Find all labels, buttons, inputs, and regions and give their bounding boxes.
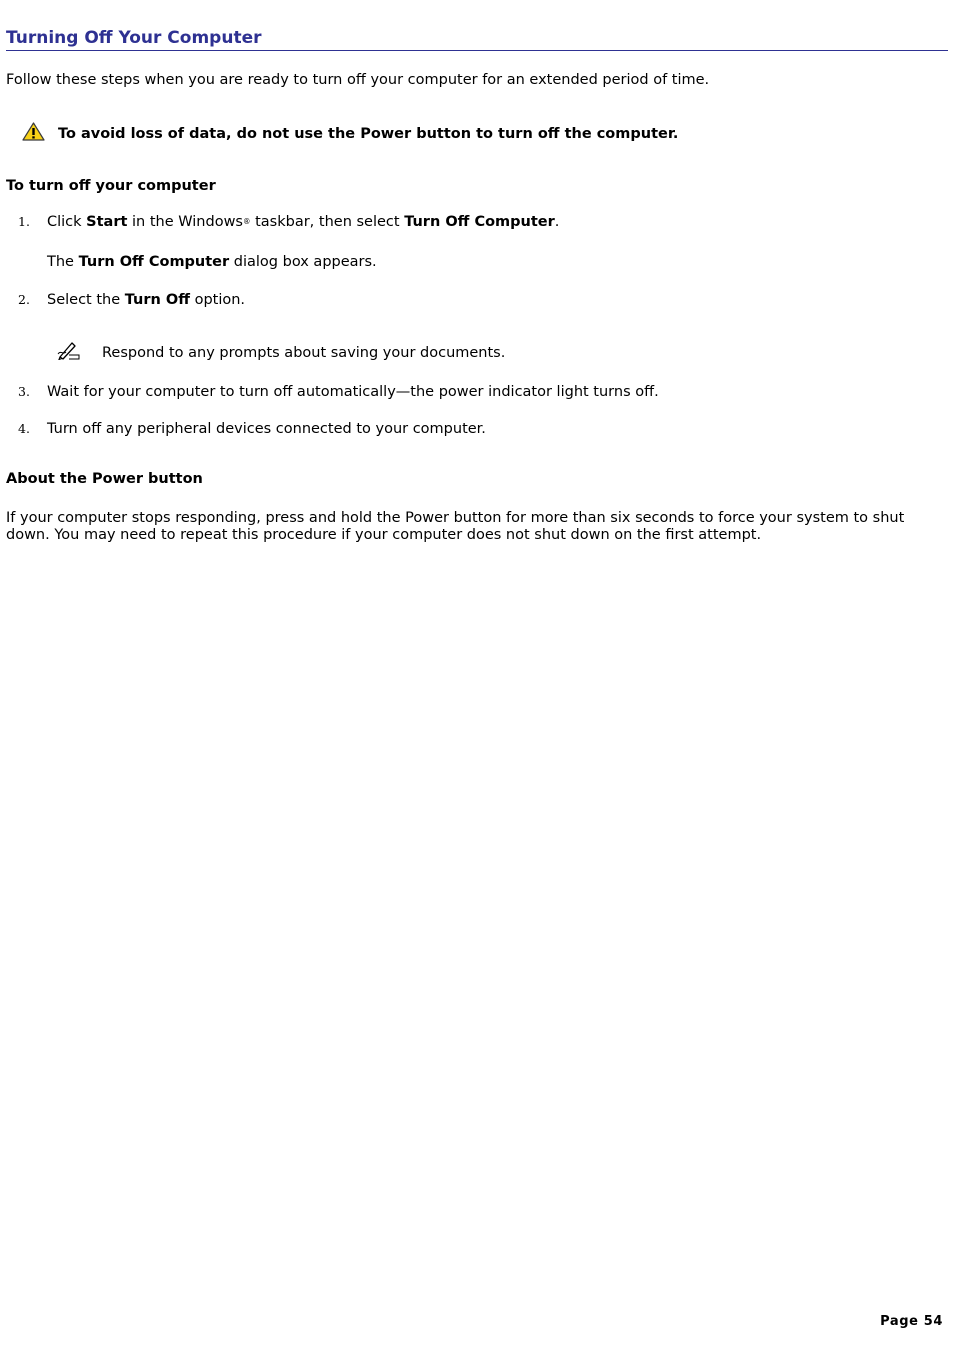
step-number: 2. [18, 292, 30, 307]
note-text: Respond to any prompts about saving your documents. [102, 345, 506, 361]
text-run: taskbar, then select [250, 214, 405, 230]
text-run: dialog box appears. [229, 254, 377, 270]
text-run: Click [47, 214, 87, 230]
text-run: Select the [47, 292, 125, 308]
step-1-text [47, 214, 559, 230]
step-1-result [47, 254, 377, 270]
step-2-text [47, 292, 245, 308]
step-4-text: Turn off any peripheral devices connected to your computer. [47, 421, 486, 437]
page-number: Page 54 [880, 1314, 943, 1329]
procedure-heading: To turn off your computer [6, 178, 216, 194]
title-underline [6, 50, 948, 51]
text-run: in the Windows [127, 214, 243, 230]
text-run: The [47, 254, 79, 270]
note-pen-icon [57, 340, 81, 360]
text-run: option. [189, 292, 246, 308]
registered-mark: ® [243, 217, 251, 226]
warning-icon [22, 122, 45, 141]
about-text: If your computer stops responding, press and hold the Power button for more than six seconds to force your system to shut down. You may need to repeat this procedure if your computer does not shut down on the first attempt. [6, 510, 905, 543]
ui-term-start: Start [86, 214, 128, 230]
step-number: 4. [18, 421, 30, 436]
ui-term-turn-off-computer: Turn Off Computer [404, 214, 555, 230]
about-heading: About the Power button [6, 471, 203, 487]
ui-term-turn-off: Turn Off [124, 292, 190, 308]
page-title: Turning Off Your Computer [6, 28, 262, 48]
text-run: . [554, 214, 560, 230]
step-number: 3. [18, 384, 30, 399]
step-number: 1. [18, 214, 30, 229]
intro-text: Follow these steps when you are ready to turn off your computer for an extended period of time. [6, 72, 710, 88]
ui-term-turn-off-computer: Turn Off Computer [78, 254, 230, 270]
warning-text: To avoid loss of data, do not use the Power button to turn off the computer. [58, 126, 679, 142]
step-3-text: Wait for your computer to turn off automatically—the power indicator light turns off. [47, 384, 659, 400]
